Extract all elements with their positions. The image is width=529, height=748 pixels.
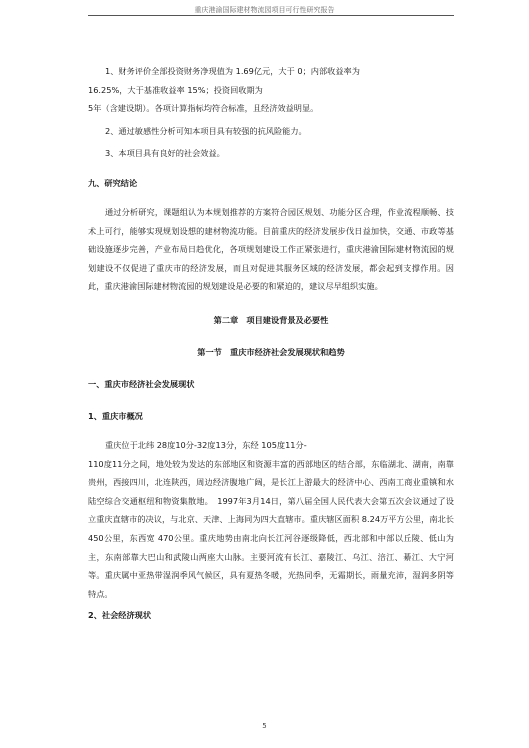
running-header: 重庆港渝国际建材物流园项目可行性研究报告 bbox=[194, 6, 335, 14]
section-9-heading: 九、研究结论 bbox=[88, 177, 138, 188]
subsection-1-heading: 一、重庆市经济社会发展现状 bbox=[88, 378, 195, 389]
social-benefit-item-3: 3、本项目具有良好的社会效益。 bbox=[105, 148, 225, 159]
chapter-2-heading: 第二章 项目建设背景及必要性 bbox=[213, 314, 329, 325]
financial-result-item-1-line-3: 5年（含建设期）。各项计算指标均符合标准，且经济效益明显。 bbox=[88, 103, 319, 114]
economy-heading: 2、社会经济现状 bbox=[88, 610, 152, 621]
page-number: 5 bbox=[262, 722, 267, 730]
sensitivity-result-item-2: 2、通过敏感性分析可知本项目具有较强的抗风险能力。 bbox=[105, 125, 307, 136]
overview-heading: 1、重庆市概况 bbox=[88, 410, 143, 421]
conclusion-paragraph: 通过分析研究，课题组认为本规划推荐的方案符合园区规划、功能分区合理，作业流程顺畅、技术上可行，能够实现规划设想的建材物流功能。目前重庆的经济发展步伐日益加快，交通、市政等基础设施逐步完善，产业布局日趋优化，各项规划建设工作正紧张进行，重庆港渝国际建材物流园的规划建设不仅促进了重庆市的经济发展，而且对促进其服务区域的经济发展，都会起到支撑作用。因此，重庆港渝国际建材物流园的规划建设是必要的和紧迫的，建议尽早组织实施。 bbox=[88, 206, 454, 292]
financial-result-item-1-line-2: 16.25%，大于基准收益率 15%；投资回收期为 bbox=[88, 84, 263, 95]
financial-result-item-1-line-1: 1、财务评价全部投资财务净现值为 1.69亿元，大于 0；内部收益率为 bbox=[105, 66, 360, 76]
document-body bbox=[88, 62, 454, 623]
overview-paragraph-line-1: 重庆位于北纬 28度10分-32度13分，东经 105度11分- bbox=[105, 439, 307, 450]
header-rule bbox=[88, 15, 454, 16]
section-1-heading: 第一节 重庆市经济社会发展现状和趋势 bbox=[197, 346, 345, 357]
overview-paragraph: 110度11分之间，地处较为发达的东部地区和资源丰富的西部地区的结合部，东临湖北、湖南，南靠贵州，西接四川，北连陕西，周边经济腹地广阔，是长江上游最大的经济中心、西南工商业重镇和水陆空综合交通枢纽和物资集散地。 1997年3月14日，第八届全国人民代表大会第五次会议通过了设立重庆直辖市的决议，与北京、天津、上海同为四大直辖市。重庆辖区面积 8.24万平方公里，南北长 450公里，东西宽 470公里。重庆地势由南北向长江河谷逐级降低，西北部和中部以丘陵、低山为主，东南部靠大巴山和武陵山两座大山脉。主要河流有长江、嘉陵江、乌江、涪江、綦江、大宁河等。重庆属中亚热带湿润季风气候区，具有夏热冬暖，光热同季，无霜期长，雨量充沛，湿润多阴等特点。 bbox=[88, 458, 454, 599]
